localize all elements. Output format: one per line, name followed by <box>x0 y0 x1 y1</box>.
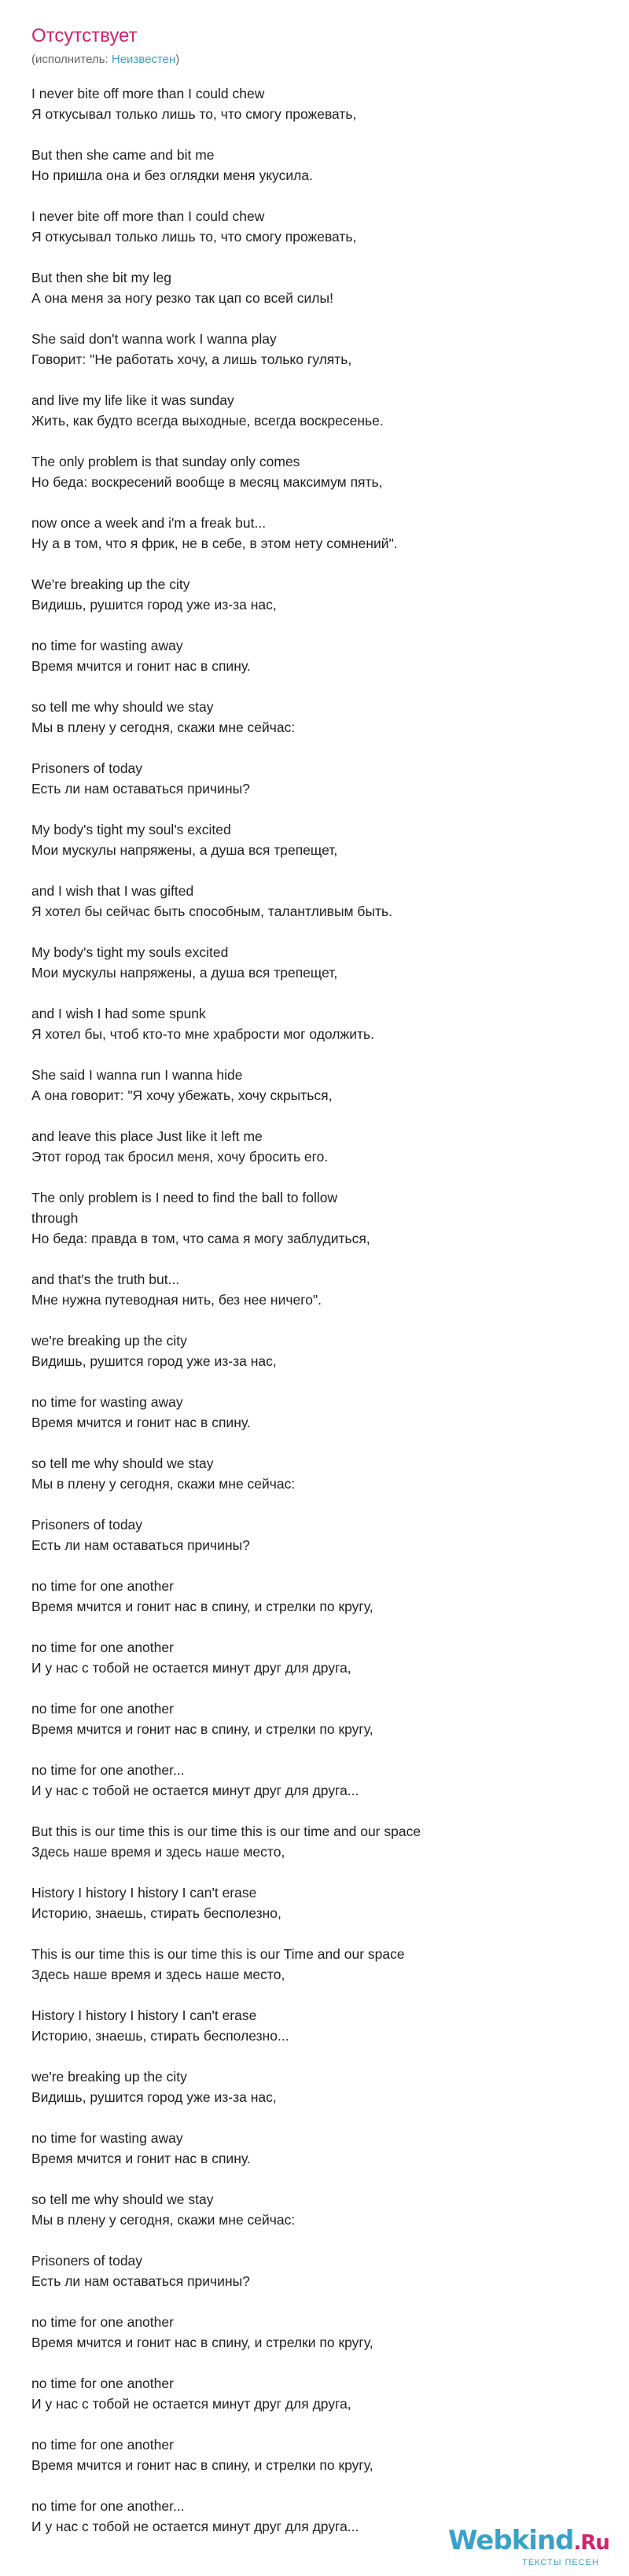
lyrics-line: Prisoners of today <box>31 760 143 776</box>
lyrics-stanza <box>31 1187 440 1249</box>
artist-link[interactable]: Неизвестен <box>111 53 176 66</box>
lyrics-stanza <box>31 1637 440 1678</box>
lyrics-stanza <box>31 2434 440 2475</box>
lyrics-stanza <box>31 1882 440 1923</box>
lyrics-line: Жить, как будто всегда выходные, всегда воскресенье. <box>31 413 384 429</box>
song-header <box>31 25 179 68</box>
lyrics-line: no time for one another... <box>31 2498 185 2514</box>
lyrics-stanza <box>31 697 440 738</box>
song-title: Отсутствует <box>31 25 138 46</box>
lyrics-stanza <box>31 1065 440 1106</box>
lyrics-line: so tell me why should we stay <box>31 2191 214 2207</box>
lyrics-stanza <box>31 2312 440 2353</box>
lyrics-line: Есть ли нам оставаться причины? <box>31 2273 250 2289</box>
lyrics-stanza <box>31 390 440 431</box>
lyrics-line: so tell me why should we stay <box>31 699 214 715</box>
lyrics-line: Мы в плену у сегодня, скажи мне сейчас: <box>31 719 296 735</box>
lyrics-line: and I wish that I was gifted <box>31 883 194 899</box>
lyrics-line: we're breaking up the city <box>31 2069 187 2085</box>
lyrics-line: Здесь наше время и здесь наше место, <box>31 1844 285 1860</box>
lyrics-stanza <box>31 83 440 124</box>
lyrics-stanza <box>31 1392 440 1433</box>
lyrics-line: Но пришла она и без оглядки меня укусила. <box>31 167 313 183</box>
lyrics-line: Prisoners of today <box>31 1517 143 1533</box>
lyrics-stanza <box>31 1821 440 1862</box>
lyrics-stanza <box>31 1760 440 1801</box>
lyrics-stanza <box>31 513 440 554</box>
lyrics-line: Я хотел бы сейчас быть способным, талантливым быть. <box>31 903 393 919</box>
lyrics-line: The only problem is I need to find the ball to follow <box>31 1190 338 1205</box>
lyrics-line: no time for one another <box>31 2375 174 2391</box>
lyrics-line: Здесь наше время и здесь наше место, <box>31 1967 285 1982</box>
lyrics-line: We're breaking up the city <box>31 576 190 592</box>
lyrics-line: Время мчится и гонит нас в спину, и стрелки по кругу, <box>31 2335 373 2350</box>
lyrics-line: Ну а в том, что я фрик, не в себе, в этом нету сомнений". <box>31 535 398 551</box>
lyrics-line: no time for wasting away <box>31 1394 183 1410</box>
artist-suffix: ) <box>175 53 180 66</box>
lyrics-line: But then she bit my leg <box>31 270 172 285</box>
lyrics-line: И у нас с тобой не остается минут друг для друга, <box>31 2396 351 2412</box>
lyrics-line: no time for wasting away <box>31 638 183 653</box>
lyrics-stanza <box>31 1453 440 1494</box>
lyrics-line: She said I wanna run I wanna hide <box>31 1067 243 1083</box>
logo-wordmark <box>448 2525 609 2557</box>
lyrics-line: Время мчится и гонит нас в спину, и стрелки по кругу, <box>31 2457 373 2473</box>
lyrics-line: no time for one another... <box>31 1762 185 1778</box>
lyrics-line: Но беда: правда в том, что сама я могу заблудиться, <box>31 1231 370 1246</box>
artist-prefix: (исполнитель: <box>31 53 112 66</box>
lyrics-line: Время мчится и гонит нас в спину. <box>31 658 251 674</box>
lyrics-line: И у нас с тобой не остается минут друг для друга, <box>31 1660 351 1676</box>
lyrics-line: so tell me why should we stay <box>31 1455 214 1471</box>
lyrics-line: no time for one another <box>31 1578 174 1594</box>
lyrics-line: through <box>31 1210 79 1226</box>
lyrics-stanza <box>31 2066 440 2107</box>
lyrics-line: now once a week and i'm a freak but... <box>31 515 267 531</box>
lyrics-line: Я откусывал только лишь то, что смогу прожевать, <box>31 106 357 122</box>
lyrics-line: This is our time this is our time this is our Time and our space <box>31 1946 405 1962</box>
lyrics-stanza <box>31 2250 440 2291</box>
lyrics-stanza <box>31 1944 440 1985</box>
lyrics-stanza <box>31 2496 440 2537</box>
lyrics-line: А она говорит: "Я хочу убежать, хочу скрыться, <box>31 1087 333 1103</box>
lyrics-body <box>31 83 440 2557</box>
site-logo[interactable] <box>448 2525 609 2568</box>
lyrics-stanza <box>31 2373 440 2414</box>
lyrics-line: But then she came and bit me <box>31 147 215 163</box>
lyrics-line: Время мчится и гонит нас в спину. <box>31 1415 251 1430</box>
lyrics-line: I never bite off more than I could chew <box>31 208 265 224</box>
lyrics-stanza <box>31 1514 440 1555</box>
lyrics-stanza <box>31 1330 440 1371</box>
lyrics-stanza <box>31 329 440 370</box>
lyrics-line: Видишь, рушится город уже из-за нас, <box>31 597 277 613</box>
lyrics-line: no time for one another <box>31 2314 174 2330</box>
lyrics-line: Мы в плену у сегодня, скажи мне сейчас: <box>31 1476 296 1492</box>
lyrics-stanza <box>31 2189 440 2230</box>
lyrics-line: and that's the truth but... <box>31 1271 180 1287</box>
lyrics-line: and I wish I had some spunk <box>31 1006 206 1021</box>
lyrics-line: History I history I history I can't erase <box>31 1885 257 1901</box>
lyrics-stanza <box>31 574 440 615</box>
lyrics-line: no time for one another <box>31 1639 174 1655</box>
lyrics-line: Я откусывал только лишь то, что смогу прожевать, <box>31 229 357 245</box>
lyrics-stanza <box>31 1576 440 1617</box>
lyrics-line: Видишь, рушится город уже из-за нас, <box>31 2089 277 2105</box>
lyrics-line: И у нас с тобой не остается минут друг для друга... <box>31 2519 359 2534</box>
lyrics-line: But this is our time this is our time this is our time and our space <box>31 1823 421 1839</box>
artist-line <box>31 52 179 68</box>
lyrics-line: Историю, знаешь, стирать бесполезно... <box>31 2028 289 2044</box>
lyrics-line: we're breaking up the city <box>31 1333 187 1349</box>
lyrics-stanza <box>31 2005 440 2046</box>
lyrics-line: Мне нужна путеводная нить, без нее ничего". <box>31 1292 322 1308</box>
lyrics-line: no time for wasting away <box>31 2130 183 2146</box>
lyrics-line: Время мчится и гонит нас в спину, и стрелки по кругу, <box>31 1721 373 1737</box>
logo-tagline: ТЕКСТЫ ПЕСЕН <box>522 2558 599 2567</box>
lyrics-stanza <box>31 1698 440 1739</box>
lyrics-line: My body's tight my soul's excited <box>31 822 231 837</box>
lyrics-line: Время мчится и гонит нас в спину, и стрелки по кругу, <box>31 1599 373 1614</box>
lyrics-line: and live my life like it was sunday <box>31 392 234 408</box>
lyrics-line: Этот город так бросил меня, хочу бросить его. <box>31 1149 329 1165</box>
lyrics-line: The only problem is that sunday only comes <box>31 454 300 469</box>
lyrics-line: My body's tight my souls excited <box>31 944 229 960</box>
lyrics-line: Мы в плену у сегодня, скажи мне сейчас: <box>31 2212 296 2228</box>
lyrics-line: Я хотел бы, чтоб кто-то мне храбрости мог одолжить. <box>31 1026 374 1042</box>
lyrics-line: Время мчится и гонит нас в спину. <box>31 2151 251 2166</box>
lyrics-stanza <box>31 1269 440 1310</box>
lyrics-stanza <box>31 206 440 247</box>
lyrics-stanza <box>31 881 440 922</box>
lyrics-line: Мои мускулы напряжены, а душа вся трепещет, <box>31 842 338 858</box>
lyrics-line: И у нас с тобой не остается минут друг для друга... <box>31 1783 359 1798</box>
lyrics-line: no time for one another <box>31 2437 174 2453</box>
lyrics-line: no time for one another <box>31 1701 174 1717</box>
lyrics-stanza <box>31 145 440 186</box>
lyrics-line: and leave this place Just like it left me <box>31 1128 263 1144</box>
lyrics-line: Но беда: воскресений вообще в месяц максимум пять, <box>31 474 383 490</box>
lyrics-stanza <box>31 942 440 983</box>
lyrics-line: Говорит: "Не работать хочу, а лишь только гулять, <box>31 351 352 367</box>
lyrics-line: Prisoners of today <box>31 2253 143 2269</box>
lyrics-line: Есть ли нам оставаться причины? <box>31 1537 250 1553</box>
lyrics-stanza <box>31 1003 440 1044</box>
lyrics-stanza <box>31 267 440 308</box>
lyrics-stanza <box>31 2128 440 2169</box>
lyrics-line: I never bite off more than I could chew <box>31 86 265 101</box>
lyrics-line: History I history I history I can't erase <box>31 2007 257 2023</box>
lyrics-stanza <box>31 451 440 492</box>
lyrics-stanza <box>31 635 440 676</box>
lyrics-line: А она меня за ногу резко так цап со всей силы! <box>31 290 333 306</box>
lyrics-stanza <box>31 819 440 860</box>
lyrics-stanza <box>31 1126 440 1167</box>
logo-main-text: Webkind <box>448 2525 574 2556</box>
lyrics-line: Есть ли нам оставаться причины? <box>31 781 250 797</box>
logo-suffix-text: .Ru <box>573 2531 609 2555</box>
lyrics-line: She said don't wanna work I wanna play <box>31 331 277 347</box>
lyrics-line: Видишь, рушится город уже из-за нас, <box>31 1353 277 1369</box>
lyrics-stanza <box>31 758 440 799</box>
lyrics-line: Историю, знаешь, стирать бесполезно, <box>31 1905 281 1921</box>
lyrics-line: Мои мускулы напряжены, а душа вся трепещет, <box>31 965 338 981</box>
